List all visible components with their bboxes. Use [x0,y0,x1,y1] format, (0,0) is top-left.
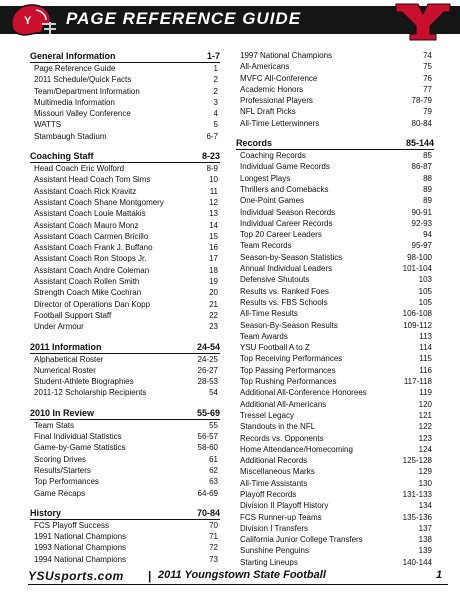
entry-page: 92-93 [411,218,432,228]
toc-entry [30,163,220,174]
entry-page: 134 [418,501,432,511]
entry-page: 90-91 [411,207,432,217]
entry-title: Team Stats [34,420,75,430]
entry-page: 89 [423,184,432,194]
entry-page: 2 [213,86,218,96]
entry-page: 73 [209,554,218,564]
toc-entry [30,321,220,332]
entry-page: 98-100 [407,252,432,262]
entry-page: 85 [423,151,432,161]
toc-entry [30,365,220,376]
footer-site: YSUsports.com [28,569,124,583]
toc-entry [236,184,434,195]
section-pages: 1-7 [206,51,220,61]
entry-page: 140-144 [402,557,432,567]
entry-page: 24-25 [197,354,218,364]
toc-entry [30,131,220,142]
entry-page: 1 [213,64,218,73]
entry-page: 74 [423,51,432,60]
entry-page: 62 [209,465,218,475]
entry-title: Assistant Coach Ron Stoops Jr. [34,254,147,264]
entry-page: 123 [418,433,432,443]
section-title: 2010 In Review [30,407,95,418]
entry-title: Longest Plays [240,173,291,183]
toc-entry [30,310,220,321]
toc-entry [30,376,220,387]
entry-page: 8-9 [206,164,218,174]
entry-title: Season-by-Season Statistics [240,252,343,262]
toc-entry [236,240,434,251]
entry-page: 114 [419,343,432,353]
entry-title: Defensive Shutouts [240,275,310,285]
toc-entry [236,331,434,342]
toc-entry [30,86,220,97]
entry-title: Assistant Coach Rollen Smith [34,277,140,287]
entry-title: One-Point Games [240,196,305,206]
section-pages: 55-69 [196,407,220,418]
entry-title: Page Reference Guide [34,64,116,73]
svg-text:Y: Y [24,15,32,27]
toc-entry [30,488,220,499]
page-footer [0,564,460,588]
footer-rule [28,584,448,585]
toc-entry [236,263,434,274]
entry-page: 94 [423,230,432,240]
toc-entry [30,186,220,197]
entry-page: 75 [423,62,432,72]
entry-page: 13 [209,209,218,219]
entry-page: 95-97 [411,241,432,251]
toc-entry [236,308,434,319]
entry-title: Under Armour [34,322,84,332]
toc-entry [30,108,220,119]
section-heading [30,507,220,520]
entry-title: Results vs. FBS Schools [240,297,328,307]
entry-title: Top Rushing Performances [240,377,337,387]
entry-title: All-Time Assistants [240,478,308,488]
entry-title: Assistant Coach Shane Montgomery [34,197,164,207]
toc-entry [30,287,220,298]
entry-page: 105 [418,297,432,307]
toc-entry [236,161,434,172]
entry-page: 64-69 [197,488,218,498]
toc-entry [236,455,434,466]
entry-page: 54 [209,388,218,398]
toc-section [30,341,220,399]
entry-page: 115 [419,354,432,364]
toc-section [236,50,434,129]
entry-title: Sunshine Penguins [240,546,309,556]
section-title: 2011 Information [30,341,102,352]
entry-page: 20 [209,288,218,298]
entry-title: Individual Season Records [240,207,336,217]
entry-title: Home Attendance/Homecoming [240,444,353,454]
entry-page: 103 [418,275,432,285]
toc-entry [236,376,434,387]
section-heading [30,50,220,63]
entry-page: 89 [423,196,432,206]
entry-page: 56-57 [197,432,218,442]
toc-entry [30,431,220,442]
entry-title: Top Performances [34,477,99,487]
toc-entry [30,97,220,108]
entry-page: 113 [419,331,432,341]
left-column [30,50,220,573]
toc-entry [236,50,434,61]
ysu-y-logo [394,2,452,42]
entry-page: 119 [419,388,432,398]
entry-title: Division I Transfers [240,523,309,533]
entry-page: 80-84 [411,118,432,128]
toc-entry [30,74,220,85]
entry-title: MVFC All-Conference [240,73,318,83]
entry-title: Assistant Head Coach Tom Sims [34,175,151,185]
toc-entry [30,476,220,487]
entry-page: 63 [209,477,218,487]
entry-page: 137 [418,523,432,533]
entry-title: 1994 National Champions [34,554,127,564]
entry-page: 11 [209,186,218,196]
entry-title: Multimedia Information [34,97,115,107]
entry-title: Tressel Legacy [240,410,294,420]
entry-title: 1993 National Champions [34,543,127,553]
toc-entry [236,286,434,297]
toc-entry [30,387,220,398]
section-title: General Information [30,51,116,61]
entry-page: 21 [209,299,218,309]
entry-page: 117-118 [403,377,432,387]
entry-title: Additional All-Americans [240,399,327,409]
entry-title: FCS Runner-up Teams [240,512,322,522]
page-header [0,0,460,44]
toc-entry [236,478,434,489]
footer-separator: | [148,569,152,583]
entry-page: 122 [418,422,432,432]
toc-entry [236,500,434,511]
entry-title: Game Recaps [34,488,86,498]
toc-entry [30,253,220,264]
entry-title: Assistant Coach Mauro Monz [34,220,139,230]
entry-title: Thrillers and Comebacks [240,184,329,194]
entry-title: WATTS [34,120,62,130]
entry-page: 16 [209,243,218,253]
entry-title: FCS Playoff Success [34,520,109,530]
entry-title: Scoring Drives [34,454,87,464]
entry-page: 3 [213,97,218,107]
toc-entry [30,197,220,208]
entry-title: Game-by-Game Statistics [34,443,126,453]
toc-entry [30,220,220,231]
entry-page: 109-112 [403,320,432,330]
right-column [236,50,434,576]
entry-title: Miscellaneous Marks [240,467,315,477]
entry-page: 138 [418,535,432,545]
toc-entry [236,433,434,444]
toc-entry [236,421,434,432]
entry-title: Final Individual Statistics [34,432,122,442]
entry-title: Playoff Records [240,489,297,499]
section-heading [236,137,434,150]
entry-title: Assistant Coach Louie Mattakis [34,209,146,219]
entry-page: 19 [209,277,218,287]
entry-page: 10 [209,175,218,185]
entry-title: Assistant Coach Frank J. Buffano [34,243,153,253]
toc-entry [30,276,220,287]
entry-title: Professional Players [240,96,313,106]
toc-entry [30,531,220,542]
toc-entry [30,420,220,431]
entry-page: 135-136 [402,512,432,522]
entry-page: 58-60 [197,443,218,453]
toc-entry [30,174,220,185]
toc-entry [236,353,434,364]
entry-title: Division II Playoff History [240,501,329,511]
entry-title: Academic Honors [240,84,304,94]
entry-page: 86-87 [411,162,432,172]
entry-title: Student-Athlete Biographies [34,377,134,387]
entry-title: Starting Lineups [240,557,298,567]
entry-page: 17 [209,254,218,264]
entry-title: Assistant Coach Rick Kravitz [34,186,137,196]
toc-entry [236,229,434,240]
page-number: 1 [436,569,443,581]
section-pages: 85-144 [405,138,434,149]
entry-page: 121 [418,410,432,420]
toc-entry [236,274,434,285]
entry-page: 125-128 [402,456,432,466]
toc-entry [236,84,434,95]
toc-section [30,507,220,565]
section-pages: 70-84 [196,507,220,518]
toc-entry [30,520,220,531]
entry-page: 129 [418,467,432,477]
section-heading [30,407,220,420]
entry-page: 18 [209,265,218,275]
entry-page: 88 [423,173,432,183]
entry-page: 15 [209,231,218,241]
entry-page: 5 [213,120,218,130]
entry-page: 14 [209,220,218,230]
entry-page: 61 [209,454,218,464]
entry-title: Top Receiving Performances [240,354,343,364]
toc-section [236,137,434,568]
toc-entry [236,61,434,72]
entry-title: Head Coach Eric Wolford [34,164,125,174]
toc-entry [30,208,220,219]
toc-entry [30,299,220,310]
entry-page: 22 [209,310,218,320]
entry-page: 72 [209,543,218,553]
toc-entry [236,466,434,477]
entry-title: NFL Draft Picks [240,107,296,117]
toc-entry [236,150,434,161]
entry-page: 77 [423,84,432,94]
toc-entry [30,465,220,476]
entry-title: Strength Coach Mike Cochran [34,288,142,298]
section-title: Records [236,138,273,149]
entry-title: Missouri Valley Conference [34,109,131,119]
entry-page: 12 [209,197,218,207]
toc-entry [236,545,434,556]
entry-title: 1997 National Champions [240,51,333,60]
toc-entry [236,512,434,523]
toc-entry [236,489,434,500]
toc-entry [30,242,220,253]
entry-title: Coaching Records [240,151,306,161]
entry-title: Results/Starters [34,465,91,475]
toc-entry [236,195,434,206]
entry-page: 76 [423,73,432,83]
entry-title: All-Time Results [240,309,298,319]
toc-entry [30,542,220,553]
toc-entry [236,106,434,117]
entry-title: Additional Records [240,456,308,466]
entry-title: Individual Game Records [240,162,330,172]
toc-entry [30,119,220,130]
entry-title: Results vs. Ranked Foes [240,286,329,296]
entry-page: 130 [418,478,432,488]
entry-page: 23 [209,322,218,332]
section-title: History [30,507,62,518]
entry-title: All-Time Letterwinners [240,118,320,128]
entry-title: Records vs. Opponents [240,433,324,443]
entry-page: 70 [209,520,218,530]
toc-entry [236,73,434,84]
entry-title: Football Support Staff [34,310,112,320]
entry-page: 120 [418,399,432,409]
entry-page: 131-133 [402,489,432,499]
toc-entry [236,444,434,455]
entry-page: 105 [418,286,432,296]
entry-title: Team Records [240,241,292,251]
section-heading [30,341,220,354]
entry-title: Additional All-Conference Honorees [240,388,367,398]
entry-page: 106-108 [402,309,432,319]
entry-page: 101-104 [402,264,432,274]
section-title: Coaching Staff [30,151,94,162]
entry-page: 55 [209,420,218,430]
entry-title: Numerical Roster [34,365,96,375]
entry-page: 79 [423,107,432,117]
toc-entry [30,63,220,74]
toc-section [30,50,220,142]
section-pages: 8-23 [201,151,220,162]
entry-title: Director of Operations Dan Kopp [34,299,151,309]
entry-page: 2 [213,75,218,85]
toc-entry [30,265,220,276]
entry-title: Team/Department Information [34,86,140,96]
toc-section [30,407,220,499]
entry-title: Stambaugh Stadium [34,131,107,141]
entry-title: Annual Individual Leaders [240,264,333,274]
toc-entry [30,354,220,365]
toc-entry [236,207,434,218]
toc-entry [30,454,220,465]
footer-title: 2011 Youngstown State Football [158,569,326,581]
toc-entry [236,399,434,410]
entry-page: 71 [209,532,218,542]
football-helmet-icon [6,2,58,40]
section-heading [30,150,220,163]
toc-entry [236,95,434,106]
entry-page: 139 [418,546,432,556]
entry-title: Season-By-Season Results [240,320,338,330]
toc-entry [236,365,434,376]
toc-entry [236,342,434,353]
toc-entry [236,118,434,129]
entry-page: 124 [418,444,432,454]
entry-title: Top 20 Career Leaders [240,230,322,240]
entry-title: Assistant Coach Andre Coleman [34,265,150,275]
entry-page: 26-27 [197,365,218,375]
toc-entry [30,231,220,242]
entry-page: 6-7 [206,131,218,141]
toc-entry [236,534,434,545]
entry-title: 1991 National Champions [34,532,127,542]
section-pages: 24-54 [196,341,220,352]
toc-entry [236,173,434,184]
entry-title: 2011-12 Scholarship Recipients [34,388,147,398]
toc-entry [236,320,434,331]
entry-title: YSU Football A to Z [240,343,310,353]
toc-entry [236,252,434,263]
entry-title: California Junior College Transfers [240,535,363,545]
entry-title: 2011 Schedule/Quick Facts [34,75,132,85]
toc-section [30,150,220,332]
page-title: PAGE REFERENCE GUIDE [66,9,302,28]
entry-page: 78-79 [411,96,432,106]
entry-title: Standouts in the NFL [240,422,316,432]
toc-entry [236,218,434,229]
toc-entry [30,442,220,453]
toc-entry [236,387,434,398]
entry-title: Individual Career Records [240,218,333,228]
toc-entry [236,523,434,534]
toc-entry [236,297,434,308]
entry-title: All-Americans [240,62,290,72]
entry-title: Team Awards [240,331,288,341]
entry-title: Top Passing Performances [240,365,336,375]
entry-page: 4 [213,109,218,119]
entry-page: 116 [419,365,432,375]
toc-entry [236,410,434,421]
entry-title: Assistant Coach Carmen Bricillo [34,231,149,241]
entry-page: 28-53 [197,377,218,387]
entry-title: Alphabetical Roster [34,354,104,364]
